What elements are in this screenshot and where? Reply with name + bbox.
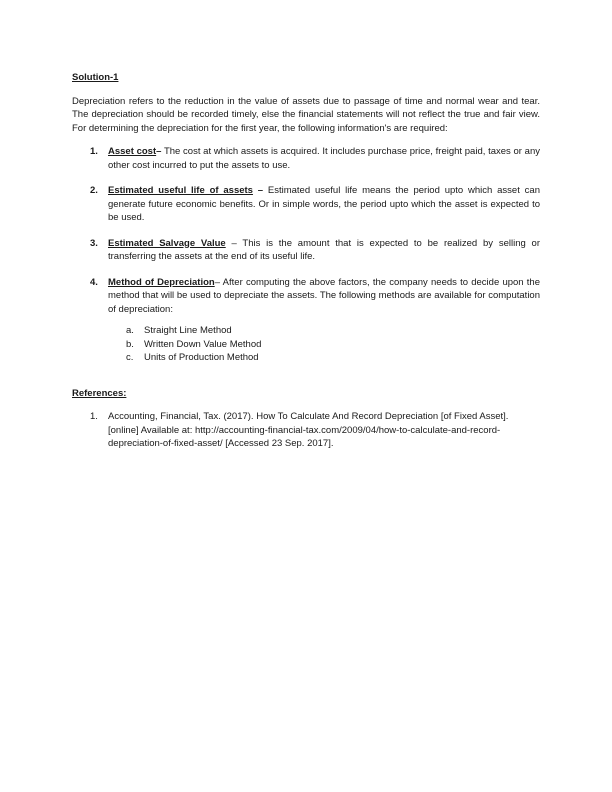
- list-number: 1.: [90, 146, 98, 157]
- references-heading: References:: [72, 387, 127, 399]
- term-description: – After computing the above factors, the company needs to decide upon the method that will be used to depreciate the assets. The following methods are available for computation of depreciation:: [108, 276, 540, 315]
- list-item: [72, 184, 540, 225]
- requirements-list: [72, 145, 540, 365]
- term-asset-cost: Asset cost: [108, 146, 157, 157]
- term-method: Method of Depreciation: [108, 276, 215, 288]
- method-letter: c.: [126, 352, 134, 363]
- methods-list: [108, 324, 540, 365]
- list-item: [72, 237, 540, 264]
- term-dash: –: [252, 185, 264, 196]
- term-useful-life: Estimated useful life of assets: [108, 185, 253, 196]
- references-list: [72, 410, 540, 451]
- list-number: 2.: [90, 185, 98, 196]
- reference-text: Accounting, Financial, Tax. (2017). How To Calculate And Record Depreciation [of Fixed Asset]. [online] Available at: http://accounting-financial-tax.com/2009/04/how-to-calculate-and-record-depreciation-of-fixed-asset/ [Accessed 23 Sep. 2017].: [108, 411, 509, 449]
- list-number: 3.: [90, 237, 98, 249]
- method-item: [108, 338, 540, 352]
- term-description: – This is the amount that is expected to be realized by selling or transferring the assets at the end of its useful life.: [108, 237, 540, 262]
- method-letter: b.: [126, 338, 134, 350]
- reference-number: 1.: [90, 411, 98, 422]
- method-letter: a.: [126, 325, 134, 336]
- list-number: 4.: [90, 276, 98, 288]
- term-description: The cost at which assets is acquired. It includes purchase price, freight paid, taxes or any other cost incurred to put the assets to use.: [108, 146, 540, 171]
- term-dash: –: [156, 146, 162, 157]
- method-item: [108, 324, 540, 338]
- list-item: [72, 145, 540, 172]
- reference-item: [72, 410, 540, 451]
- list-item: [72, 276, 540, 365]
- term-description: Estimated useful life means the period upto which asset can generate future economic benefits. Or in simple words, the period upto which the asset is expected to be used.: [108, 185, 540, 223]
- method-text: Straight Line Method: [144, 325, 232, 336]
- method-text: Units of Production Method: [144, 352, 259, 363]
- method-text: Written Down Value Method: [144, 338, 262, 350]
- method-item: [108, 351, 540, 365]
- intro-paragraph: Depreciation refers to the reduction in the value of assets due to passage of time and normal wear and tear. The depreciation should be recorded timely, else the financial statements will not reflect the true and fair view. For determining the depreciation for the first year, the following information's are required:: [72, 95, 540, 134]
- solution-heading: Solution-1: [72, 72, 119, 83]
- term-salvage-value: Estimated Salvage Value: [108, 237, 226, 249]
- document-body: [72, 71, 540, 451]
